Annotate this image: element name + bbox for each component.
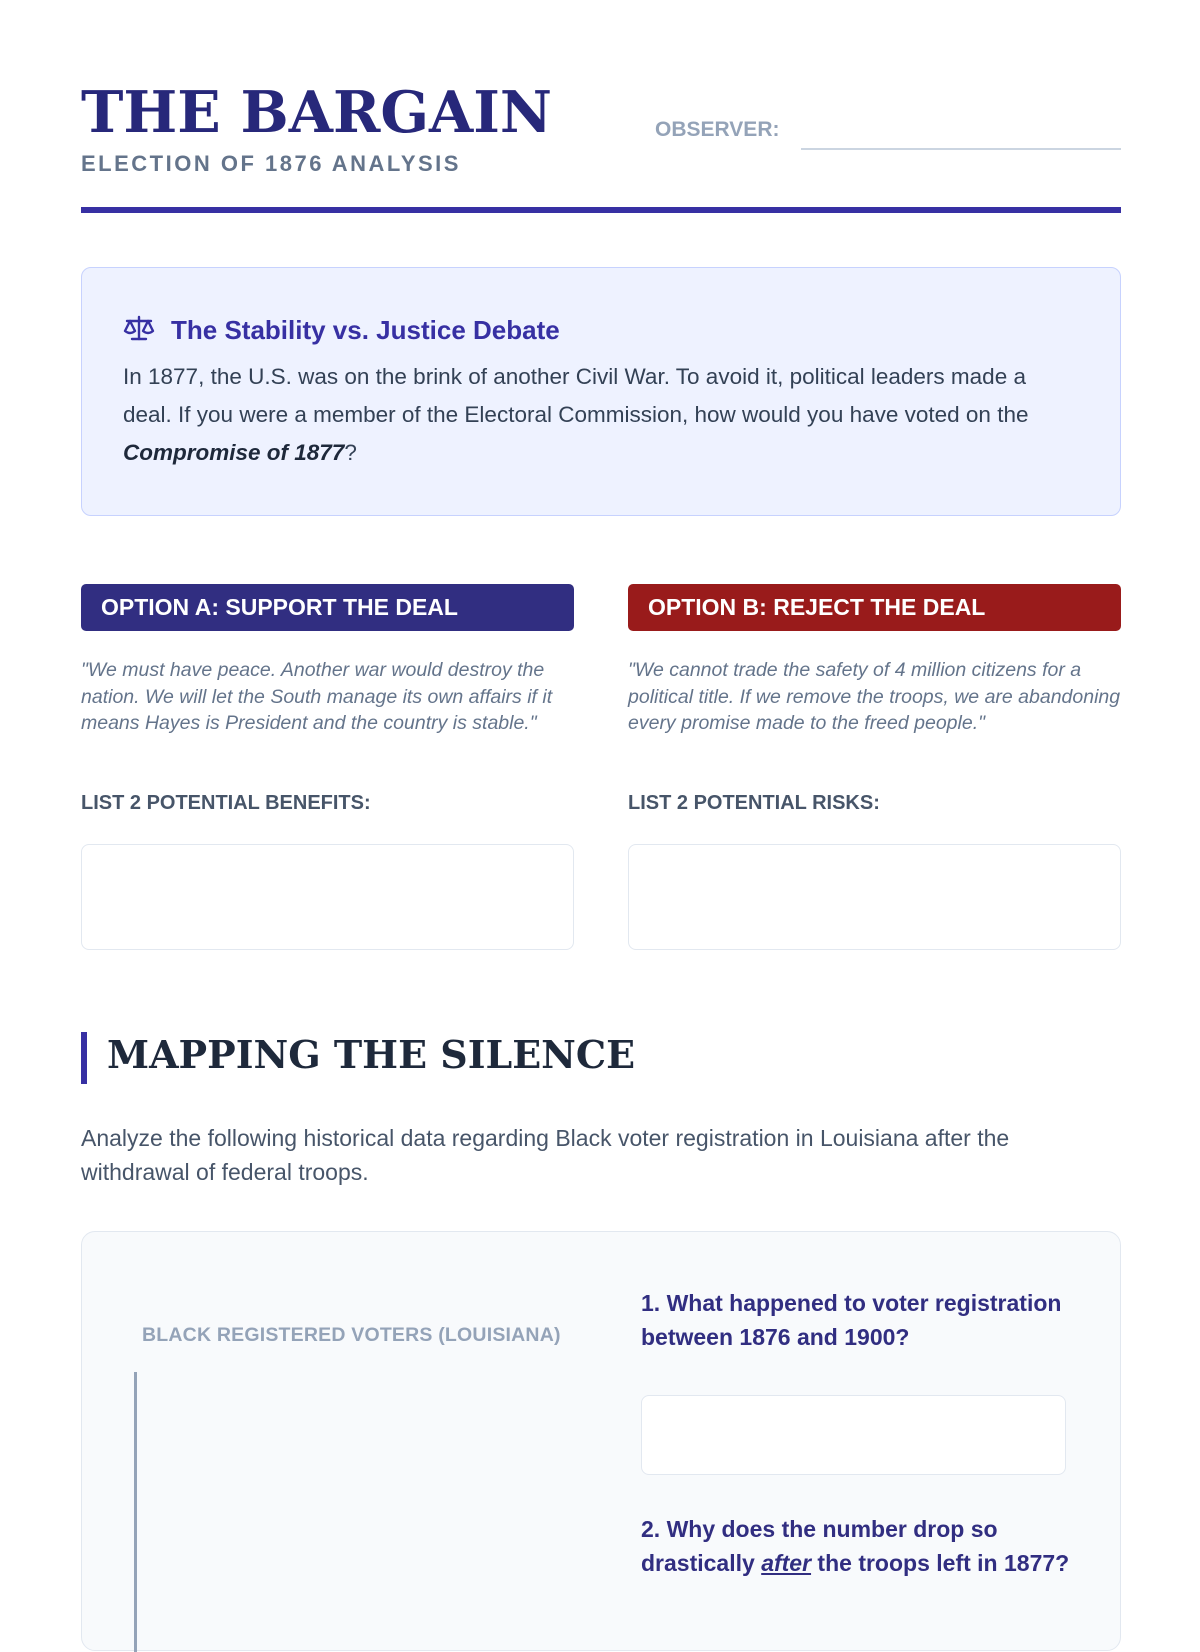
debate-card	[81, 267, 1121, 516]
benefits-answer-box[interactable]	[81, 844, 574, 950]
option-a-banner: OPTION A: SUPPORT THE DEAL	[81, 584, 574, 631]
debate-header	[123, 314, 560, 347]
section-title: MAPPING THE SILENCE	[107, 1032, 636, 1077]
debate-prompt	[123, 358, 1073, 472]
observer-field[interactable]	[801, 148, 1121, 150]
chart-title: BLACK REGISTERED VOTERS (LOUISIANA)	[142, 1324, 561, 1346]
option-b-banner: OPTION B: REJECT THE DEAL	[628, 584, 1121, 631]
question-1-answer-box[interactable]	[641, 1395, 1066, 1475]
benefits-label: LIST 2 POTENTIAL BENEFITS:	[81, 792, 371, 814]
question-2	[641, 1512, 1081, 1580]
chart-y-axis	[134, 1372, 137, 1652]
page-title: THE BARGAIN	[81, 79, 553, 146]
risks-label: LIST 2 POTENTIAL RISKS:	[628, 792, 880, 814]
question-2-emphasis: after	[761, 1550, 812, 1576]
debate-body-end: ?	[344, 440, 357, 465]
option-b-quote: "We cannot trade the safety of 4 million citizens for a political title. If we remove the troops, we are abandoning every promise made to the freed people."	[628, 659, 1121, 734]
data-panel	[81, 1231, 1121, 1651]
question-2-end: the troops left in 1877?	[811, 1550, 1070, 1576]
option-a-column	[81, 584, 574, 814]
question-1: 1. What happened to voter registration between 1876 and 1900?	[641, 1290, 1062, 1350]
option-a-quote: "We must have peace. Another war would destroy the nation. We will let the South manage its own affairs if it means Hayes is President and the country is stable."	[81, 659, 553, 734]
page-subtitle: ELECTION OF 1876 ANALYSIS	[81, 151, 461, 176]
debate-title: The Stability vs. Justice Debate	[171, 315, 560, 345]
option-b-column	[628, 584, 1121, 814]
voter-chart	[134, 1372, 554, 1652]
observer-label: OBSERVER:	[655, 118, 780, 141]
section-intro: Analyze the following historical data regarding Black voter registration in Louisiana after the withdrawal of federal troops.	[81, 1125, 1010, 1185]
header-divider	[81, 207, 1121, 213]
risks-answer-box[interactable]	[628, 844, 1121, 950]
scale-icon	[123, 314, 155, 347]
question-2-text: 2. Why does the number drop so drastically	[641, 1516, 998, 1576]
compromise-emphasis: Compromise of 1877	[123, 440, 345, 465]
debate-body-text: In 1877, the U.S. was on the brink of another Civil War. To avoid it, political leaders made a deal. If you were a member of the Electoral Commission, how would you have voted on the	[123, 364, 1029, 427]
section-accent-bar	[81, 1032, 87, 1084]
